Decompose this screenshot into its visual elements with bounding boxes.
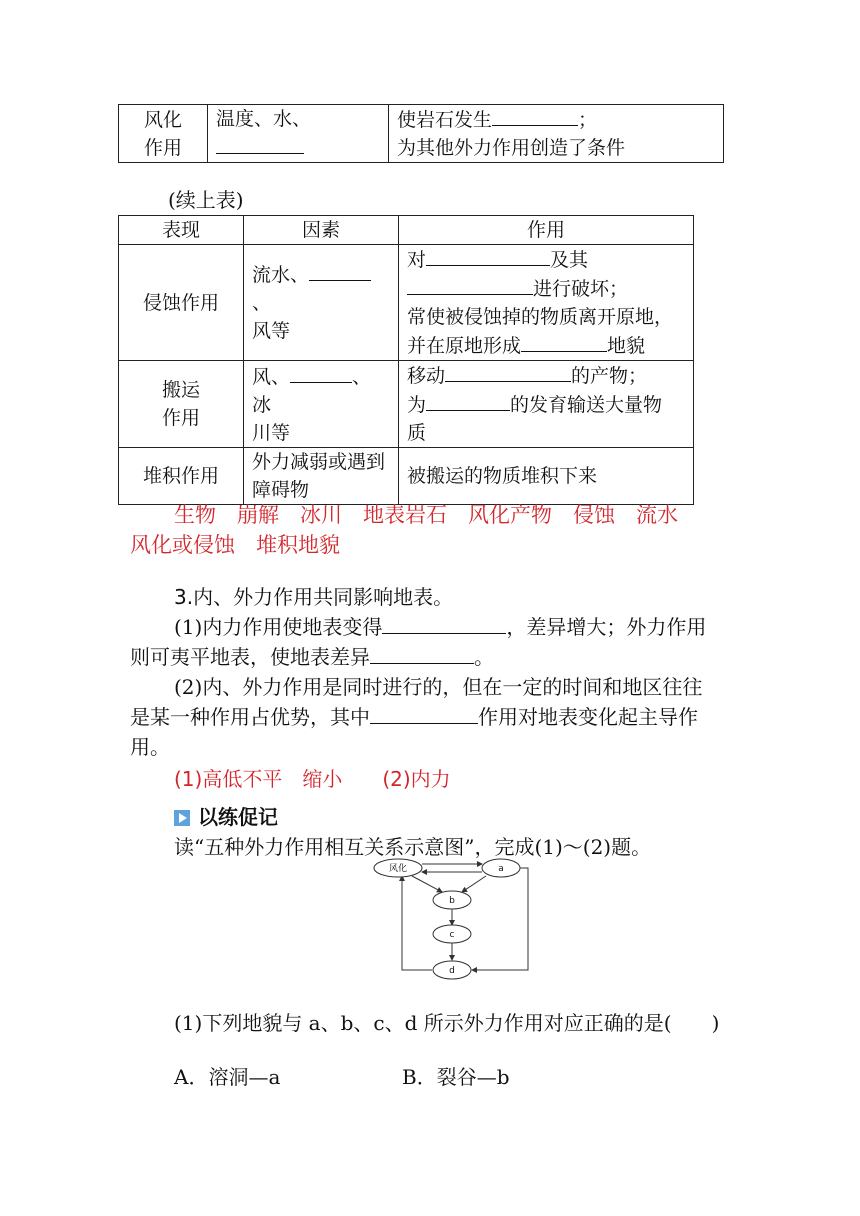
blank-transport-factor[interactable]: [290, 362, 352, 383]
deposit-factor-1: 外力减弱或遇到: [252, 451, 386, 473]
transport-effect-1a: 移动: [407, 365, 446, 387]
weathering-label-1: 风化: [143, 108, 182, 131]
play-triangle-icon: [174, 810, 190, 826]
erosion-factor-b: 、: [252, 292, 272, 314]
deposit-effect: 被搬运的物质堆积下来: [399, 448, 694, 505]
section-3-answer: (1)高低不平 缩小 (2)内力: [174, 767, 451, 791]
erosion-effect-1b: 及其: [550, 249, 589, 271]
transport-factor-b: 、冰: [252, 365, 372, 416]
s3-p1b: ，差异增大；外力作用: [506, 615, 707, 639]
answers-line-1: 生物 崩解 冰川 地表岩石 风化产物 侵蚀 流水: [174, 503, 678, 527]
transport-effect-2a: 为: [407, 394, 427, 416]
external-force-table: [118, 215, 694, 505]
transport-factor-a: 风、: [252, 365, 291, 388]
erosion-effect-1a: 对: [407, 249, 427, 271]
header-effect: 作用: [399, 216, 694, 245]
blank-transport-1[interactable]: [445, 361, 571, 382]
label-weathering: 风化: [388, 864, 408, 874]
answers-line-2: 风化或侵蚀 堆积地貌: [130, 533, 340, 557]
blank-s3-1[interactable]: [382, 613, 506, 634]
s3-p2b: 是某一种作用占优势，其中: [130, 705, 370, 729]
weathering-label-2: 作用: [143, 136, 182, 159]
erosion-factor-c: 风等: [252, 320, 291, 342]
erosion-label: 侵蚀作用: [119, 245, 244, 361]
label-c: c: [449, 930, 455, 940]
label-b: b: [449, 896, 455, 906]
answers-block: [130, 500, 740, 560]
option-a[interactable]: A．溶洞—a: [174, 1065, 281, 1089]
transport-effect-3: 质: [407, 422, 427, 444]
transport-effect-2b: 的发育输送大量物: [510, 394, 663, 416]
label-d: d: [449, 966, 455, 976]
erosion-effect-4a: 并在原地形成: [407, 335, 522, 357]
transport-factor-cell: [244, 361, 399, 448]
practice-title: 以练促记: [198, 805, 278, 829]
s3-p1c: 则可夷平地表，使地表差异: [130, 645, 370, 669]
weathering-factor: 温度、水、: [216, 108, 312, 130]
external-forces-diagram: [350, 856, 540, 984]
transport-label-cell: [119, 361, 244, 448]
s3-p2a: (2)内、外力作用是同时进行的，但在一定的时间和地区往往: [174, 675, 703, 699]
erosion-factor-cell: [244, 245, 399, 361]
erosion-effect-3: 常使被侵蚀掉的物质离开原地，: [407, 306, 674, 328]
header-factor: 因素: [244, 216, 399, 245]
weathering-effect-2: 为其他外力作用创造了条件: [397, 137, 626, 159]
weathering-table: [118, 104, 724, 163]
blank-erosion-3[interactable]: [521, 331, 607, 352]
weathering-label-cell: [119, 105, 208, 163]
erosion-effect-4b: 地貌: [607, 335, 646, 357]
blank-factor[interactable]: [216, 133, 304, 154]
blank-s3-2[interactable]: [370, 643, 474, 664]
section-3-title: 3.内、外力作用共同影响地表。: [174, 585, 454, 609]
s3-p1d: 。: [474, 645, 494, 669]
blank-effect[interactable]: [492, 105, 578, 126]
s3-p2c: 作用对地表变化起主导作: [478, 705, 698, 729]
question-1: (1)下列地貌与 a、b、c、d 所示外力作用对应正确的是( ): [174, 1011, 720, 1035]
header-manifestation: 表现: [119, 216, 244, 245]
option-b[interactable]: B．裂谷—b: [402, 1065, 510, 1089]
transport-label-1: 搬运: [161, 379, 200, 401]
blank-erosion-1[interactable]: [426, 245, 550, 266]
erosion-effect-cell: [399, 245, 694, 361]
deposit-factor-2: 障碍物: [252, 479, 310, 501]
blank-erosion-factor[interactable]: [309, 260, 371, 281]
transport-effect-1b: 的产物；: [571, 365, 648, 387]
table-continued-caption: (续上表): [168, 188, 244, 212]
erosion-effect-2: 进行破坏；: [533, 278, 629, 300]
blank-transport-2[interactable]: [426, 390, 510, 411]
s3-p2d: 用。: [130, 735, 170, 759]
semicolon: ；: [578, 109, 598, 131]
weathering-factor-cell: [208, 105, 389, 163]
section-3: [130, 582, 740, 794]
s3-p1a: (1)内力作用使地表变得: [174, 615, 383, 639]
deposit-label: 堆积作用: [119, 448, 244, 505]
blank-erosion-2[interactable]: [407, 274, 533, 295]
deposit-factor-cell: [244, 448, 399, 505]
transport-effect-cell: [399, 361, 694, 448]
practice-heading: [174, 803, 278, 831]
label-a: a: [498, 864, 504, 874]
erosion-factor-a: 流水、: [252, 264, 310, 286]
transport-label-2: 作用: [161, 407, 200, 429]
weathering-effect-cell: [389, 105, 724, 163]
practice-intro: 读“五种外力作用相互关系示意图”，完成(1)～(2)题。: [174, 835, 652, 859]
blank-s3-3[interactable]: [370, 703, 478, 724]
weathering-effect-1: 使岩石发生: [397, 109, 493, 131]
transport-factor-c: 川等: [252, 421, 291, 444]
